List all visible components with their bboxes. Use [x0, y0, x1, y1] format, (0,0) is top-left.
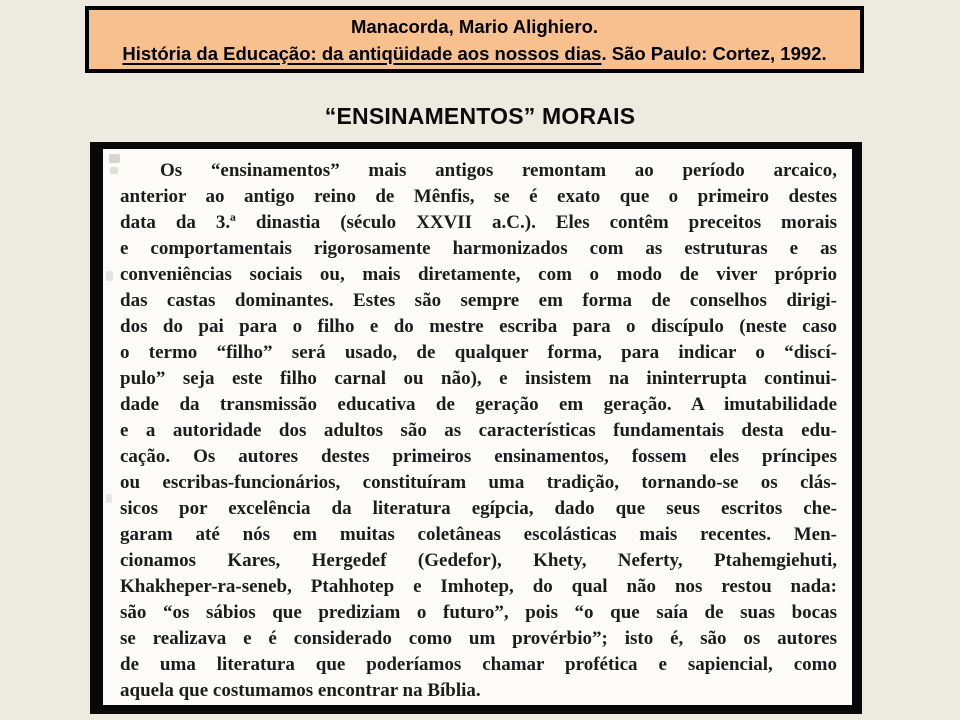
scanned-text-line: de uma literatura que poderíamos chamar profética e sapiencial, como [120, 654, 837, 675]
scan-artifact [106, 271, 113, 281]
scanned-text-line: anterior ao antigo reino de Mênfis, se é exato que o primeiro destes [120, 186, 837, 207]
citation-work-title: História da Educação: da antiqüidade aos nossos dias [122, 42, 602, 64]
citation-box [85, 6, 864, 73]
scanned-page-paper [103, 149, 852, 705]
scanned-text-line: se realizava e é considerado como um provérbio”; isto é, são os autores [120, 628, 837, 649]
scanned-text-line: dade da transmissão educativa de geração em geração. A imutabilidade [120, 394, 837, 415]
scanned-text-line: Khakheper-ra-seneb, Ptahhotep e Imhotep, do qual não nos restou nada: [120, 576, 837, 597]
scan-artifact [110, 167, 118, 174]
scanned-text-block [120, 158, 837, 704]
citation-author: Manacorda, Mario Alighiero. [350, 15, 599, 37]
scanned-text-line: dos do pai para o filho e do mestre escriba para o discípulo (neste caso [120, 316, 837, 337]
scanned-text-line: cação. Os autores destes primeiros ensinamentos, fossem eles príncipes [120, 446, 837, 467]
scanned-text-line: e comportamentais rigorosamente harmonizados com as estruturas e as [120, 238, 837, 259]
scanned-text-line: aquela que costumamos encontrar na Bíblia. [120, 680, 481, 701]
scanned-text-line: Os “ensinamentos” mais antigos remontam ao período arcaico, [160, 160, 837, 181]
scanned-text-line: pulo” seja este filho carnal ou não), e insistem na ininterrupta continui- [120, 368, 837, 389]
scanned-text-line: são “os sábios que prediziam o futuro”, pois “o que saía de suas bocas [120, 602, 837, 623]
scanned-page-image [90, 142, 862, 714]
citation-publisher: . São Paulo: Cortez, 1992. [601, 42, 827, 64]
scanned-text-line: o termo “filho” será usado, de qualquer forma, para indicar o “discí- [120, 342, 837, 363]
slide-title: “ENSINAMENTOS” MORAIS [324, 103, 636, 129]
scanned-text-line: data da 3.ª dinastia (século XXVII a.C.). Eles contêm preceitos morais [120, 212, 837, 233]
scanned-text-line: cionamos Kares, Hergedef (Gedefor), Khety, Neferty, Ptahemgiehuti, [120, 550, 837, 571]
scan-artifact [106, 494, 112, 503]
scanned-text-line: sicos por excelência da literatura egípcia, dado que seus escritos che- [120, 498, 837, 519]
scanned-text-line: garam até nós em muitas coletâneas escolásticas mais recentes. Men- [120, 524, 837, 545]
scan-artifact [109, 154, 120, 163]
scanned-text-line: ou escribas-funcionários, constituíram uma tradição, tornando-se os clás- [120, 472, 837, 493]
scanned-text-line: e a autoridade dos adultos são as características fundamentais desta edu- [120, 420, 837, 441]
scanned-text-line: das castas dominantes. Estes são sempre em forma de conselhos dirigi- [120, 290, 837, 311]
citation-reference [122, 40, 826, 67]
scanned-text-line: conveniências sociais ou, mais diretamente, com o modo de viver próprio [120, 264, 837, 285]
